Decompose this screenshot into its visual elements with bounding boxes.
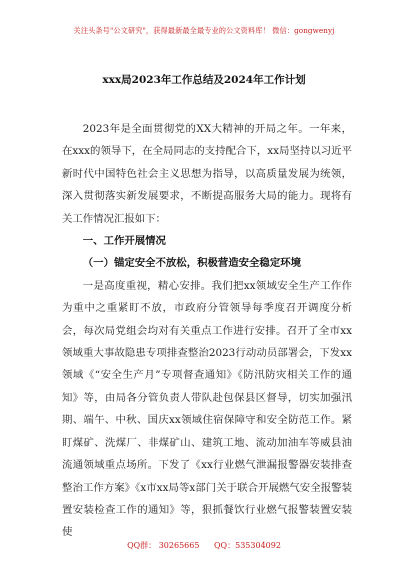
subsection-heading: （一）锚定安全不放松，积极营造安全稳定环境 xyxy=(82,257,301,270)
footer-contact xyxy=(0,540,408,551)
qq-number-text: QQ：535304092 xyxy=(214,541,281,550)
section-heading: 一、工作开展情况 xyxy=(82,235,166,248)
document-title: xxx局2023年工作总结及2024年工作计划 xyxy=(102,74,306,86)
document-body xyxy=(62,118,352,544)
subsection-paragraph: 一是高度重视，精心安排。我们把xx领域安全生产工作作为重中之重紧盯不放，市政府分管领导每季度召开调度分析会，每次局党组会均对有关重点工作进行安排。召开了全市xx领域重大事故隐患专项排查整治2023行动动员部署会，下发xx领域《“安全生产月”专项督查通知》《防汛防灾相关工作的通知》等，由局各分管负责人带队赴包保县区督导，切实加强汛期、端午、中秋、国庆xx领域住宿保障守和安全防范工作。紧盯煤矿、洗煤厂、非煤矿山、建筑工地、流动加油车等威县油流通领域重点场所。下发了《xx行业燃气泄漏报警器安装排查整治工作方案》《x市xx局等x部门关于联合开展燃气安全报警装置安装检查工作的通知》等，狠抓餐饮行业燃气报警装置安装使 xyxy=(62,279,352,539)
qq-group-text: QQ群： 30265665 xyxy=(127,541,200,550)
intro-paragraph: 2023年是全面贯彻党的XX大精神的开局之年。一年来，在xxx的领导下，在全局同志的支持配合下，xx局坚持以习近平新时代中国特色社会主义思想为指导，以高质量发展为统领，深入贯彻落实新发展要求，不断提高服务大局的能力。现将有关工作情况汇报如下： xyxy=(62,123,352,225)
promo-header-note: 关注头条号"公文研究"，获得最新最全最专业的公文资料库！ 微信：gongwenyj xyxy=(73,26,335,35)
